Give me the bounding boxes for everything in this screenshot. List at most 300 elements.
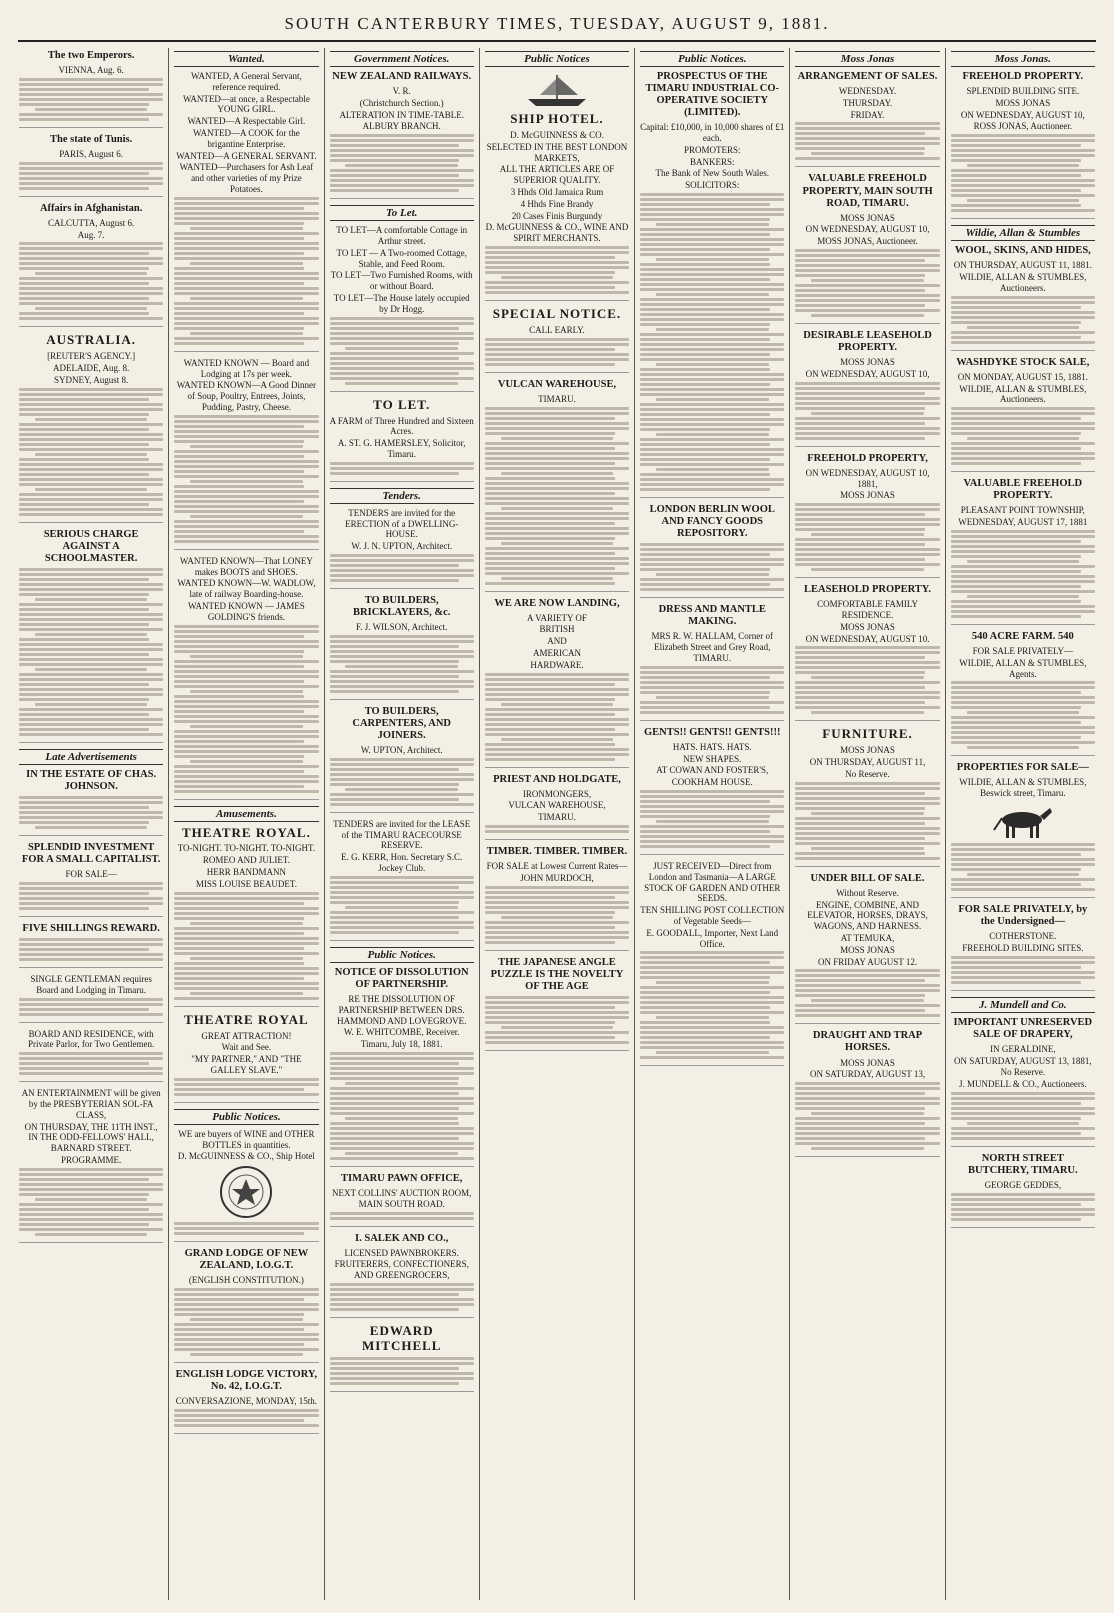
body-text-lines <box>330 134 474 192</box>
text-line <box>19 998 163 1001</box>
text-line <box>795 304 925 307</box>
text-line <box>19 433 163 436</box>
text-line <box>795 299 939 302</box>
text-line <box>35 598 148 601</box>
text-line <box>951 530 1095 533</box>
text-line <box>951 194 1095 197</box>
advertisement <box>330 205 474 391</box>
item-line: ON WEDNESDAY, AUGUST 10, <box>805 224 930 235</box>
text-line <box>19 1173 163 1176</box>
item-line: MOSS JONAS, Auctioneer. <box>817 236 918 247</box>
text-line <box>501 276 614 279</box>
text-line <box>330 189 460 192</box>
text-line <box>485 562 629 565</box>
text-line <box>19 468 163 471</box>
text-line <box>967 711 1080 714</box>
text-line <box>951 174 1081 177</box>
text-line <box>640 558 784 561</box>
text-line <box>330 911 474 914</box>
text-line <box>19 1168 163 1171</box>
text-line <box>951 858 1095 861</box>
text-line <box>174 1328 304 1331</box>
text-line <box>795 254 939 257</box>
text-line <box>485 477 615 480</box>
text-line <box>640 711 784 714</box>
text-line <box>330 901 460 904</box>
text-line <box>795 656 925 659</box>
item-heading: PRIEST AND HOLDGATE, <box>493 773 621 785</box>
text-line <box>19 821 149 824</box>
advertisement <box>19 842 163 917</box>
item-line: ON FRIDAY AUGUST 12. <box>817 956 918 967</box>
item-heading: SPLENDID INVESTMENT FOR A SMALL CAPITALIST. <box>21 842 161 866</box>
text-line <box>330 569 474 572</box>
text-line <box>795 852 925 855</box>
text-line <box>485 251 629 254</box>
text-line <box>811 711 924 714</box>
text-line <box>795 548 939 551</box>
text-line <box>967 560 1080 563</box>
text-line <box>485 266 629 269</box>
text-line <box>640 706 770 709</box>
text-line <box>19 98 163 101</box>
item-line: Aug. 7. <box>77 229 105 240</box>
text-line <box>174 770 304 773</box>
text-line <box>19 1228 163 1231</box>
text-line <box>795 142 939 145</box>
item-heading: DESIRABLE LEASEHOLD PROPERTY. <box>803 330 932 354</box>
text-line <box>656 573 769 576</box>
item-line: ROMEO AND JULIET. <box>202 855 290 866</box>
text-line <box>330 1097 474 1100</box>
text-line <box>330 1052 474 1055</box>
text-line <box>19 172 149 175</box>
text-line <box>811 812 924 815</box>
text-line <box>967 164 1080 167</box>
item-line: E. GOODALL, Importer, Next Land Office. <box>646 927 779 949</box>
text-line <box>19 297 149 300</box>
text-line <box>640 583 770 586</box>
item-heading: FREEHOLD PROPERTY, <box>807 452 928 464</box>
item-line: PLEASANT POINT TOWNSHIP, <box>960 505 1085 516</box>
text-line <box>640 273 784 276</box>
text-line <box>640 463 784 466</box>
item-line: GEORGE GEDDES, <box>984 1180 1062 1191</box>
item-line: 4 Hhds Fine Brandy <box>520 198 594 209</box>
text-line <box>951 961 1095 964</box>
text-line <box>174 302 318 305</box>
item-line: WILDIE, ALLAN & STUMBLES, Agents. <box>959 657 1087 679</box>
item-line: BRITISH <box>539 624 575 635</box>
text-line <box>795 792 925 795</box>
text-line <box>485 1001 629 1004</box>
advertisement <box>19 134 163 197</box>
item-line: AT TEMUKA, <box>840 933 895 944</box>
advertisement <box>330 398 474 482</box>
text-line <box>19 683 149 686</box>
text-line <box>795 984 939 987</box>
text-line <box>485 271 615 274</box>
item-line: COMFORTABLE FAMILY RESIDENCE. <box>817 599 919 621</box>
item-line: Timaru, July 18, 1881. <box>360 1039 443 1050</box>
text-line <box>330 778 474 781</box>
text-line <box>640 283 784 286</box>
text-line <box>485 683 615 686</box>
text-line <box>795 437 925 440</box>
item-line: MOSS JONAS <box>840 1057 895 1068</box>
text-line <box>19 78 163 81</box>
text-line <box>951 447 1081 450</box>
text-line <box>951 1092 1095 1095</box>
text-line <box>640 1011 784 1014</box>
text-line <box>795 122 939 125</box>
text-line <box>951 691 1081 694</box>
item-line: TO LET — A Two-roomed Cottage, Stable, and Feed Room. <box>336 247 467 269</box>
text-line <box>640 213 784 216</box>
text-line <box>19 658 163 661</box>
text-line <box>330 472 460 475</box>
text-line <box>330 916 460 919</box>
text-line <box>951 316 1095 319</box>
item-line: ON SATURDAY, AUGUST 13, 1881, <box>954 1055 1092 1066</box>
text-line <box>485 825 629 828</box>
item-line: ON WEDNESDAY, AUGUST 10, 1881, <box>805 467 930 489</box>
text-line <box>330 1147 474 1150</box>
item-line: HERR BANDMANN <box>206 867 287 878</box>
body-text-lines <box>174 415 318 543</box>
text-line <box>951 545 1095 548</box>
text-line <box>19 393 163 396</box>
text-line <box>951 570 1081 573</box>
text-line <box>640 578 784 581</box>
text-line <box>485 926 615 929</box>
text-line <box>485 432 615 435</box>
text-line <box>19 583 163 586</box>
advertisement <box>330 595 474 700</box>
text-line <box>19 723 163 726</box>
text-line <box>174 525 318 528</box>
text-line <box>640 686 784 689</box>
body-text-lines <box>330 1052 474 1160</box>
text-line <box>190 655 303 658</box>
item-line: E. G. KERR, Hon. Secretary S.C. Jockey Club. <box>341 852 463 874</box>
text-line <box>640 966 784 969</box>
advertisement <box>330 51 474 199</box>
item-line: W. J. N. UPTON, Architect. <box>351 541 453 552</box>
item-line: WANTED KNOWN — JAMES GOLDING'S friends. <box>188 600 305 622</box>
advertisement <box>19 749 163 836</box>
item-line: WANTED—at once, a Respectable YOUNG GIRL. <box>182 93 310 115</box>
text-line <box>19 1072 163 1075</box>
text-line <box>795 787 939 790</box>
item-line: NEW SHAPES. <box>683 753 742 764</box>
body-text-lines <box>174 197 318 345</box>
text-line <box>174 660 318 663</box>
text-line <box>485 286 615 289</box>
text-line <box>640 303 784 306</box>
item-line: ALTERATION IN TIME-TABLE. <box>339 109 464 120</box>
text-line <box>951 209 1095 212</box>
text-line <box>190 227 303 230</box>
text-line <box>951 432 1081 435</box>
text-line <box>485 502 629 505</box>
text-line <box>951 600 1081 603</box>
text-line <box>485 407 629 410</box>
text-line <box>640 553 770 556</box>
item-heading: SERIOUS CHARGE AGAINST A SCHOOLMASTER. <box>43 528 139 564</box>
advertisement <box>485 51 629 301</box>
text-line <box>485 457 629 460</box>
text-line <box>19 262 163 265</box>
text-line <box>330 1142 474 1145</box>
text-line <box>640 961 770 964</box>
body-text-lines <box>174 892 318 1000</box>
text-line <box>640 458 770 461</box>
text-line <box>330 1217 474 1220</box>
text-line <box>174 765 318 768</box>
text-line <box>174 912 318 915</box>
text-line <box>795 553 939 556</box>
text-line <box>485 1036 615 1039</box>
text-line <box>951 868 1081 871</box>
item-line: AN ENTERTAINMENT will be given by the PRESBYTERIAN SOL-FA CLASS, <box>21 1088 161 1120</box>
advertisement <box>485 846 629 951</box>
text-line <box>190 1353 303 1356</box>
text-line <box>485 1031 629 1034</box>
text-line <box>640 278 770 281</box>
text-line <box>174 1232 304 1235</box>
body-text-lines <box>795 1082 939 1150</box>
text-line <box>640 323 770 326</box>
item-heading: ENGLISH LODGE VICTORY, No. 42, I.O.G.T. <box>175 1369 318 1393</box>
text-line <box>485 572 629 575</box>
item-heading: IMPORTANT UNRESERVED SALE OF DRAPERY, <box>953 1016 1093 1040</box>
text-line <box>174 987 318 990</box>
text-line <box>19 277 163 280</box>
text-line <box>485 482 629 485</box>
text-line <box>330 372 460 375</box>
text-line <box>640 986 784 989</box>
text-line <box>174 1409 318 1412</box>
text-line <box>19 162 163 165</box>
text-line <box>640 333 784 336</box>
text-line <box>951 736 1081 739</box>
text-line <box>640 691 770 694</box>
item-line: PROGRAMME. <box>61 1154 122 1165</box>
text-line <box>485 527 629 530</box>
text-line <box>330 650 474 653</box>
text-line <box>345 788 458 791</box>
body-text-lines <box>485 407 629 585</box>
advertisement <box>795 727 939 866</box>
item-line: FREEHOLD BUILDING SITES. <box>962 942 1084 953</box>
text-line <box>19 938 163 941</box>
text-line <box>345 665 458 668</box>
text-line <box>174 272 318 275</box>
text-line <box>485 931 629 934</box>
text-line <box>174 1293 318 1296</box>
text-line <box>330 1107 460 1110</box>
text-line <box>174 740 304 743</box>
text-line <box>35 418 148 421</box>
text-line <box>640 1041 784 1044</box>
item-heading: LEASEHOLD PROPERTY. <box>804 584 932 596</box>
text-line <box>640 1056 784 1059</box>
text-line <box>951 540 1081 543</box>
text-line <box>951 716 1095 719</box>
text-line <box>951 179 1095 182</box>
text-line <box>174 972 318 975</box>
text-line <box>174 207 304 210</box>
text-line <box>951 311 1095 314</box>
text-line <box>640 800 770 803</box>
text-line <box>174 937 318 940</box>
body-text-lines <box>19 78 163 121</box>
text-line <box>640 248 770 251</box>
text-line <box>640 288 784 291</box>
text-line <box>330 134 474 137</box>
text-line <box>485 728 615 731</box>
text-line <box>19 806 149 809</box>
text-line <box>951 726 1095 729</box>
item-line: The Bank of New South Wales. <box>655 168 770 179</box>
advertisement <box>951 225 1095 350</box>
text-line <box>174 495 318 498</box>
text-line <box>330 690 460 693</box>
text-line <box>19 623 149 626</box>
text-line <box>19 292 163 295</box>
text-line <box>19 1067 163 1070</box>
text-line <box>485 941 615 944</box>
item-line: ALBURY BRANCH. <box>362 121 441 132</box>
item-line: No Reserve. <box>845 768 890 779</box>
item-line: JUST RECEIVED—Direct from London and Tasmania—A LARGE STOCK OF GARDEN AND OTHER SEEDS. <box>644 860 781 904</box>
text-line <box>330 1077 460 1080</box>
text-line <box>174 675 318 678</box>
advertisement <box>795 873 939 1025</box>
text-line <box>19 897 163 900</box>
text-line <box>951 1117 1081 1120</box>
item-heading: NOTICE OF DISSOLUTION OF PARTNERSHIP. <box>334 966 469 990</box>
text-line <box>485 748 629 751</box>
item-heading: FURNITURE. <box>822 726 913 742</box>
body-text-lines <box>795 503 939 571</box>
text-line <box>19 1218 163 1221</box>
column-1 <box>14 48 169 1600</box>
text-line <box>640 343 784 346</box>
body-text-lines <box>330 554 474 582</box>
text-line <box>795 974 939 977</box>
text-line <box>330 1087 474 1090</box>
text-line <box>795 691 939 694</box>
text-line <box>795 382 939 385</box>
text-line <box>967 746 1080 749</box>
item-heading: GENTS!! GENTS!! GENTS!!! <box>644 726 781 738</box>
item-heading: TO BUILDERS, CARPENTERS, AND JOINERS. <box>352 705 451 741</box>
item-heading: SPECIAL NOTICE. <box>492 305 622 321</box>
item-line: WANTED, A General Servant, reference required. <box>191 71 302 92</box>
text-line <box>485 348 615 351</box>
text-line <box>951 1102 1081 1105</box>
item-line: 3 Hhds Old Jamaica Rum <box>510 186 604 197</box>
text-line <box>640 956 784 959</box>
text-line <box>330 926 474 929</box>
text-line <box>640 835 784 838</box>
text-line <box>19 693 163 696</box>
text-line <box>485 891 629 894</box>
text-line <box>174 947 304 950</box>
item-line: IN GERALDINE, <box>990 1043 1056 1054</box>
text-line <box>485 281 629 284</box>
text-line <box>330 467 474 470</box>
text-line <box>174 282 304 285</box>
text-line <box>951 462 1081 465</box>
column-2 <box>169 48 324 1600</box>
text-line <box>190 445 303 448</box>
text-line <box>485 830 629 833</box>
text-line <box>795 294 939 297</box>
text-line <box>640 543 784 546</box>
text-line <box>19 573 163 576</box>
text-line <box>174 420 318 423</box>
text-line <box>485 427 629 430</box>
text-line <box>174 1338 318 1341</box>
text-line <box>174 322 318 325</box>
item-line: No Reserve. <box>1000 1067 1046 1078</box>
text-line <box>174 475 318 478</box>
text-line <box>795 157 939 160</box>
item-heading: WE ARE NOW LANDING, <box>494 597 620 609</box>
text-line <box>640 483 784 486</box>
text-line <box>19 733 163 736</box>
text-line <box>330 367 474 370</box>
text-line <box>19 698 149 701</box>
text-line <box>19 438 163 441</box>
text-line <box>485 678 629 681</box>
text-line <box>951 580 1095 583</box>
text-line <box>485 537 615 540</box>
text-line <box>951 575 1095 578</box>
body-text-lines <box>19 162 163 190</box>
text-line <box>485 743 615 746</box>
item-line: SINGLE GENTLEMAN requires Board and Lodging in Timaru. <box>30 974 152 995</box>
text-line <box>35 633 148 636</box>
advertisement <box>640 861 784 1066</box>
text-line <box>795 387 939 390</box>
text-line <box>174 307 318 310</box>
text-line <box>951 159 1081 162</box>
text-line <box>795 528 925 531</box>
text-line <box>656 398 769 401</box>
body-text-lines <box>485 338 629 366</box>
item-line: ALL THE ARTICLES ARE OF SUPERIOR QUALITY. <box>499 164 615 186</box>
text-line <box>951 1127 1095 1130</box>
text-line <box>811 568 924 571</box>
seal-icon <box>174 1165 318 1219</box>
text-line <box>174 217 318 220</box>
text-line <box>951 843 1095 846</box>
text-line <box>656 293 769 296</box>
item-line: TIMARU. <box>538 812 576 823</box>
text-line <box>19 796 163 799</box>
advertisement <box>640 51 784 498</box>
text-line <box>795 651 939 654</box>
item-line: COOKHAM HOUSE. <box>671 777 753 788</box>
text-line <box>19 673 163 676</box>
text-line <box>19 728 149 731</box>
text-line <box>640 991 770 994</box>
text-line <box>795 1092 925 1095</box>
